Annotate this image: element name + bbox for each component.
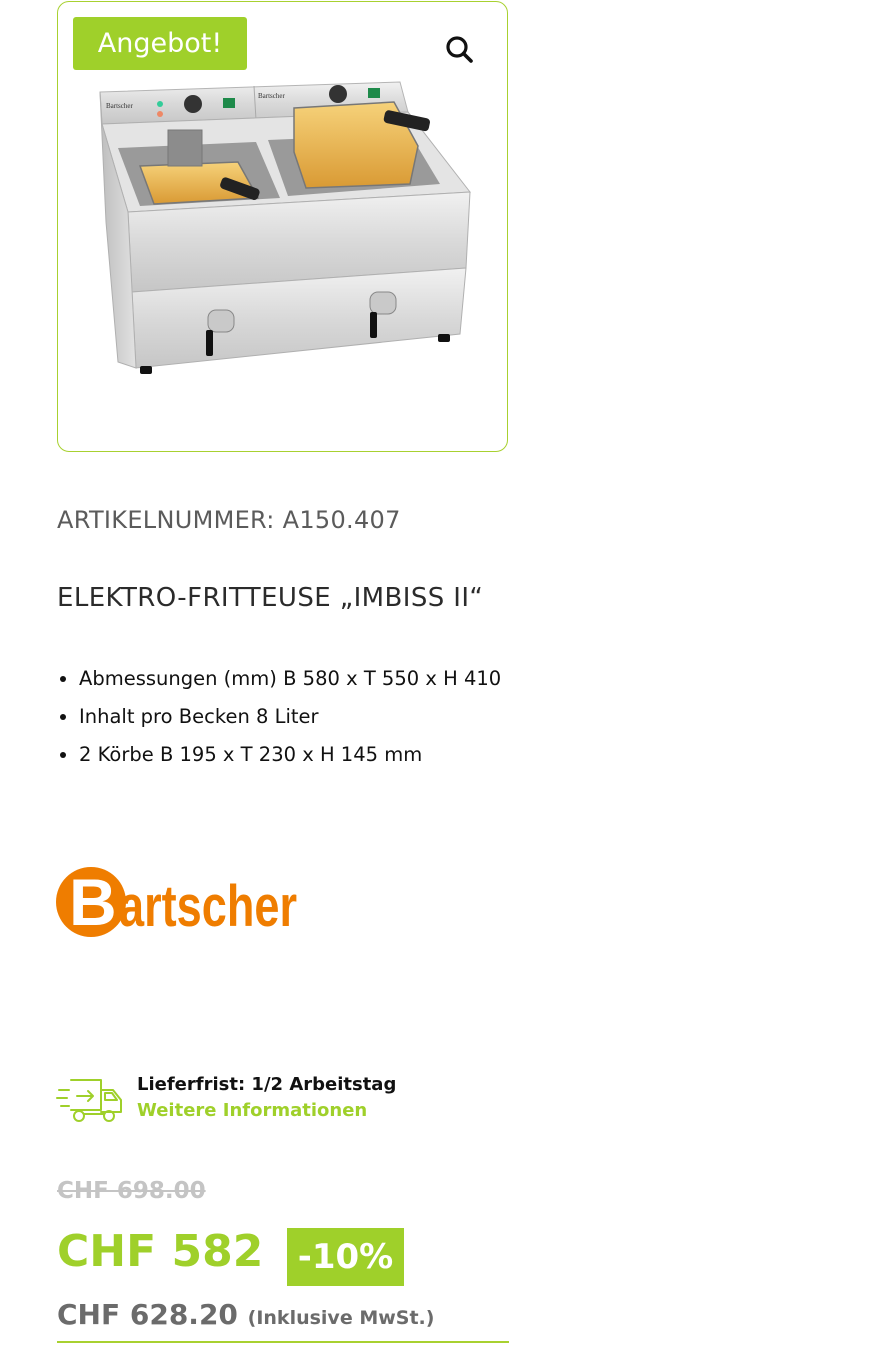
spec-item: • 2 Körbe B 195 x T 230 x H 145 mm <box>79 736 501 774</box>
spec-item: • Inhalt pro Becken 8 Liter <box>79 698 501 736</box>
current-price: CHF 582 <box>57 1226 264 1277</box>
delivery-info <box>57 1074 517 1126</box>
gross-price-value: CHF 628.20 <box>57 1298 238 1331</box>
spec-item: • Abmessungen (mm) B 580 x T 550 x H 410 <box>79 660 501 698</box>
old-price: CHF 698.00 <box>57 1178 206 1204</box>
article-number: ARTIKELNUMMER: A150.407 <box>57 506 401 534</box>
sale-badge: Angebot! <box>73 17 247 70</box>
product-image-card[interactable] <box>57 1 508 452</box>
image-brand-label: Bartscher <box>106 102 133 110</box>
spec-list <box>57 660 501 774</box>
product-title: ELEKTRO-FRITTEUSE „IMBISS II“ <box>57 583 484 613</box>
zoom-button[interactable] <box>442 32 478 68</box>
svg-text:artscher: artscher <box>119 874 297 939</box>
discount-badge: -10% <box>287 1228 404 1286</box>
truck-icon <box>57 1076 125 1124</box>
image-brand-label-2: Bartscher <box>258 92 285 100</box>
brand-logo[interactable] <box>55 862 300 942</box>
vat-note: (Inklusive MwSt.) <box>247 1307 435 1329</box>
divider <box>57 1341 509 1343</box>
svg-text:B: B <box>69 865 117 939</box>
product-image <box>88 72 478 392</box>
more-info-link[interactable]: Weitere Informationen <box>137 1100 368 1121</box>
search-icon <box>442 32 478 68</box>
gross-price <box>57 1298 434 1331</box>
delivery-time: Lieferfrist: 1/2 Arbeitstag <box>137 1074 397 1095</box>
